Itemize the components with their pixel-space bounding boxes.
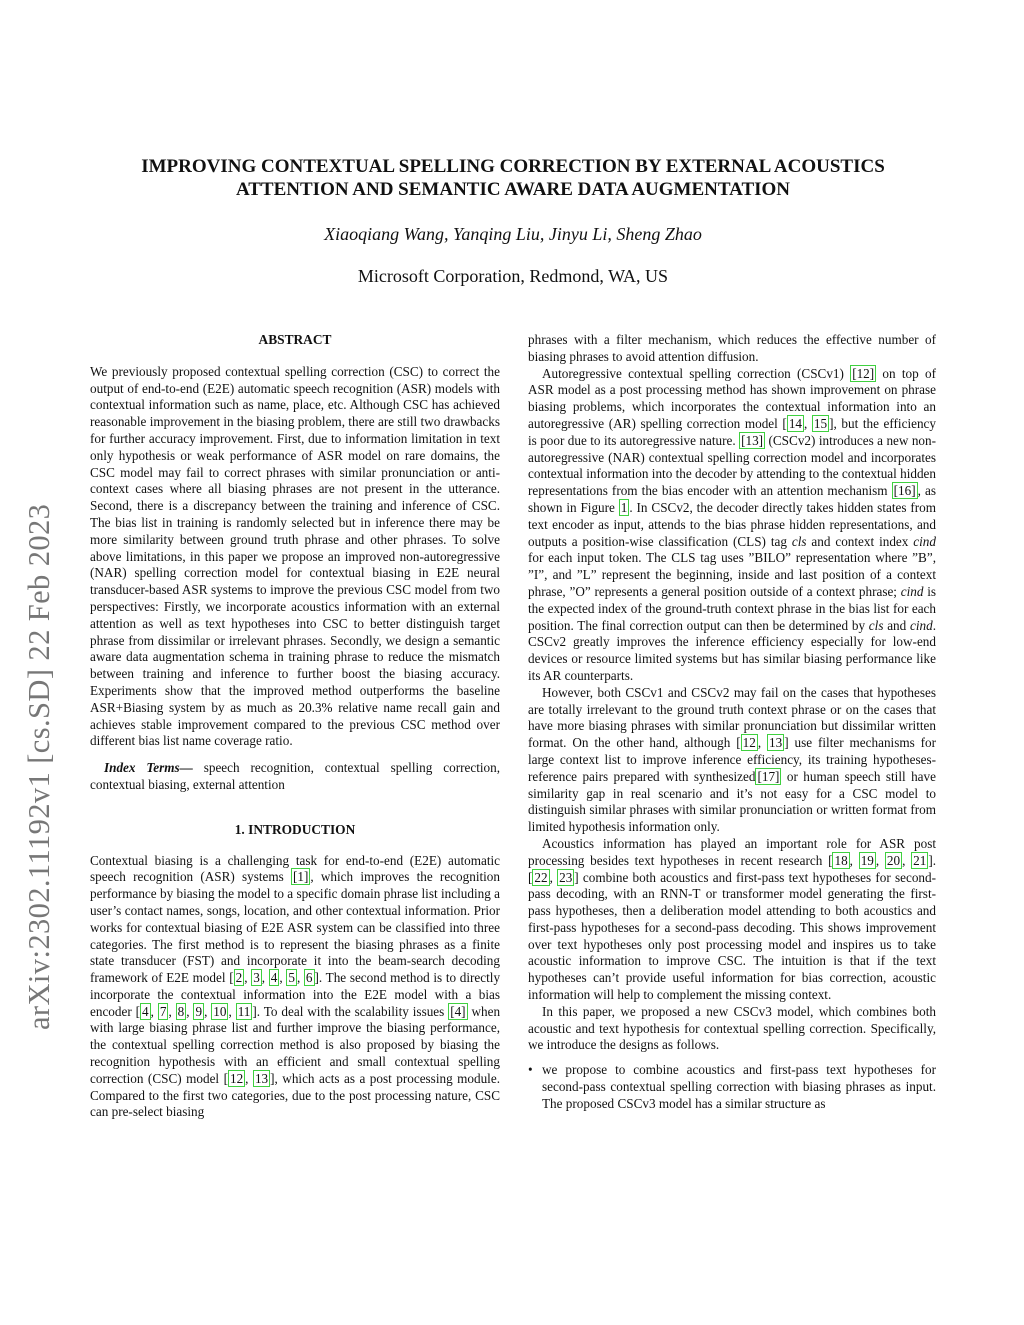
abstract-heading: ABSTRACT [258, 332, 332, 347]
citation-link[interactable]: 19 [860, 852, 874, 868]
citation-link[interactable]: 20 [886, 852, 901, 868]
citation-link[interactable]: 14 [788, 415, 802, 431]
paragraph-proposal: In this paper, we proposed a new CSCv3 model, which combines both acoustic and text hypothesis for contextual spelling correction. Specifically, we introduce the designs as follows. [528, 1003, 936, 1053]
paragraph-limitations: However, both CSCv1 and CSCv2 may fail on the cases that hypotheses are totally irrelevant to the ground truth context phrase or on the cases that have more biasing phrases with similar pronunciation but dissimilar written format. On the other hand, although [ 12 , 13 ] use filter mechanisms for large context list to improve inference efficiency, its training hypotheses-reference pairs prepared with synthesized [17] or human speech still have similarity gap in real scenario and it’s not easy for a CSC model to distinguish similar phrases with similar pronunciation or written format from limited hypothesis information only. [528, 684, 937, 835]
citation-link[interactable]: 13 [254, 1070, 269, 1086]
citation-link[interactable]: 8 [177, 1003, 185, 1019]
citation-link[interactable]: [13] [741, 432, 764, 448]
citation-link[interactable]: [4] [450, 1003, 466, 1019]
citation-link[interactable]: 2 [235, 970, 243, 986]
citation-link[interactable]: 13 [769, 735, 783, 751]
paragraph-cscv1: Autoregressive contextual spelling correction (CSCv1) [12] on top of ASR model as a post processing method has shown improvement on phrase biasing problems, which incorporates the contextual information into an autoregressive (AR) spelling correction model [ 14 , 15 ], but the efficiency is poor due to its autoregressive nature. [13] (CSCv2) introduces a new non-autoregressive (NAR) contextual spelling correction model and incorporates contextual information into the decoder by attending to the contextual hidden representations from the bias encoder with an attention mechanism [16] , as shown in Figure 1 . In CSCv2, the decoder directly takes hidden states from text encoder as input, attends to the bias phrase hidden representations, and outputs a position-wise classification (CLS) tag cls and context index cind for each input token. The CLS tag uses ”BILO” representation where ”B”, ”I”, and ”L” represent the beginning, inside and last position of a context phrase, ”O” represents a general position outside of a context phrase; cind is the expected index of the ground-truth context phrase in the bias list for each position. The final correction output can then be determined by cls and cind. CSCv2 greatly improves the inference efficiency especially for low-end devices or resource limited systems but has similar biasing performance like its AR counterparts. [528, 365, 937, 683]
index-terms-label: Index Terms— [104, 760, 193, 776]
citation-link[interactable]: 4 [142, 1003, 149, 1019]
citation-link[interactable]: 23 [559, 869, 573, 885]
citation-link[interactable]: 9 [195, 1003, 203, 1019]
bullet-marker: • [528, 1062, 533, 1078]
citation-link[interactable]: 22 [534, 869, 548, 885]
abstract-text: We previously proposed contextual spelling correction (CSC) to correct the output of end-to-end (E2E) automatic speech recognition (ASR) models with contextual information such as name, place, etc. Although CSC has achieved reasonable improvement in the biasing problem, there are still two drawbacks for further accuracy improvement. First, due to information limitation in text only hypothesis or weak performance of ASR model on rare domains, the CSC model may fail to correct phrases with similar pronunciation or anti-context cases where all biasing phrases are not present in the utterance. Second, there is a discrepancy between the training and inference of CSC. The bias list in training is randomly selected but in inference there may be more similarity between ground truth phrase and other phrases. To solve above limitations, in this paper we propose an improved non-autoregressive (NAR) spelling correction model for contextual biasing in E2E neural transducer-based ASR systems to improve the previous CSC model from two perspectives: Firstly, we incorporate acoustics information with an external attention as well as text hypotheses into CSC to better distinguish target phrase from dissimilar or irrelevant phrases. Secondly, we design a semantic aware data augmentation schema in training phrase to reduce the mismatch between training and inference to further boost the biasing accuracy. Experiments show that the improved method outperforms the baseline ASR+Biasing system by as much as 20.3% relative name recall gain and achieves stable improvement compared to the previous CSC method over different bias list name coverage ratio. [90, 363, 500, 749]
paragraph-acoustics: Acoustics information has played an important role for ASR post processing besides text hypotheses in recent research [ 18 , 19 , 20 , 21 ]. [ 22 , 23 ] combine both acoustics and first-pass text hypotheses for second-pass decoding, with an RNN-T or transformer model generating the first-pass hypotheses, then a deliberation model attending to both acoustics and first-pass hypotheses for a second-pass decoding. This shows improvement over text hypotheses only post processing model and inspires us to take acoustic information to improve CSC. The intuition is that if the text hypotheses can’t provide useful information for bias correction, acoustic information will help to complement the missing context. [528, 835, 937, 1003]
intro-paragraph: Contextual biasing is a challenging task for end-to-end (E2E) automatic speech recognition (ASR) systems [1] , which improves the recognition performance by biasing the model to a specific domain phrase list including a user’s contact names, songs, location, and other contextual information. Prior works for contextual biasing of E2E ASR system can be classified into three categories. The first method is to represent the biasing phrases as a finite state transducer (FST) and incorporate it into the beam-search decoding framework of E2E model [ 2 , 3 , 4 , 5 , 6 ]. The second method is to directly incorporate the contextual information into the E2E model with a bias encoder [ 4 , 7 , 8 , 9 , 10 , 11 ]. To deal with the scalability issues [4] when with large biasing phrase list and further improve the biasing performance, the contextual spelling correction method is also proposed by biasing the recognition hypothesis with an efficient and small contextual spelling correction (CSC) model [ 12 , 13 ], which acts as a post processing module. Compared to the first two categories, due to the post processing nature, CSC can pre-select biasing [90, 852, 501, 1120]
intro-heading: 1. INTRODUCTION [234, 821, 356, 837]
figure-link[interactable]: 1 [620, 499, 628, 515]
citation-link[interactable]: 3 [253, 970, 260, 986]
citation-link[interactable]: 4 [270, 970, 278, 986]
paper-title [90, 155, 936, 201]
citation-link[interactable]: 18 [834, 852, 848, 868]
citation-link[interactable]: 11 [237, 1003, 251, 1019]
citation-link[interactable]: 21 [913, 852, 927, 868]
bullet-text: we propose to combine acoustics and first-pass text hypotheses for second-pass contextual spelling correction with biasing phrases as input. The proposed CSCv3 model has a similar structure as [542, 1062, 936, 1111]
citation-link[interactable]: [17] [757, 768, 780, 784]
citation-link[interactable]: 7 [159, 1003, 167, 1019]
citation-link[interactable]: 10 [213, 1003, 227, 1019]
citation-link[interactable]: 12 [742, 735, 756, 751]
right-column [528, 332, 936, 1113]
left-column [90, 332, 500, 1121]
arxiv-stamp: arXiv:2302.11192v1 [cs.SD] 22 Feb 2023 [22, 503, 56, 1030]
citation-link[interactable]: [12] [852, 365, 875, 381]
citation-link[interactable]: 15 [813, 415, 828, 431]
citation-link[interactable]: 12 [229, 1070, 244, 1086]
paragraph-continued: phrases with a filter mechanism, which reduces the effective number of biasing phrases to avoid attention diffusion. [528, 332, 936, 364]
affiliation: Microsoft Corporation, Redmond, WA, US [357, 266, 669, 286]
citation-link[interactable]: [1] [292, 869, 309, 885]
bullet-item [528, 1062, 936, 1112]
citation-link[interactable]: 6 [305, 970, 313, 986]
citation-link[interactable]: [16] [893, 483, 916, 499]
citation-link[interactable]: 5 [288, 970, 295, 986]
title-line-1: IMPROVING CONTEXTUAL SPELLING CORRECTION BY EXTERNAL ACOUSTICS [141, 156, 885, 177]
authors: Xiaoqiang Wang, Yanqing Liu, Jinyu Li, Sheng Zhao [324, 224, 702, 244]
index-terms [90, 760, 500, 794]
index-terms-text: speech recognition, contextual spelling correction, contextual biasing, external attention [90, 760, 501, 792]
title-line-2: ATTENTION AND SEMANTIC AWARE DATA AUGMENTATION [235, 179, 791, 200]
